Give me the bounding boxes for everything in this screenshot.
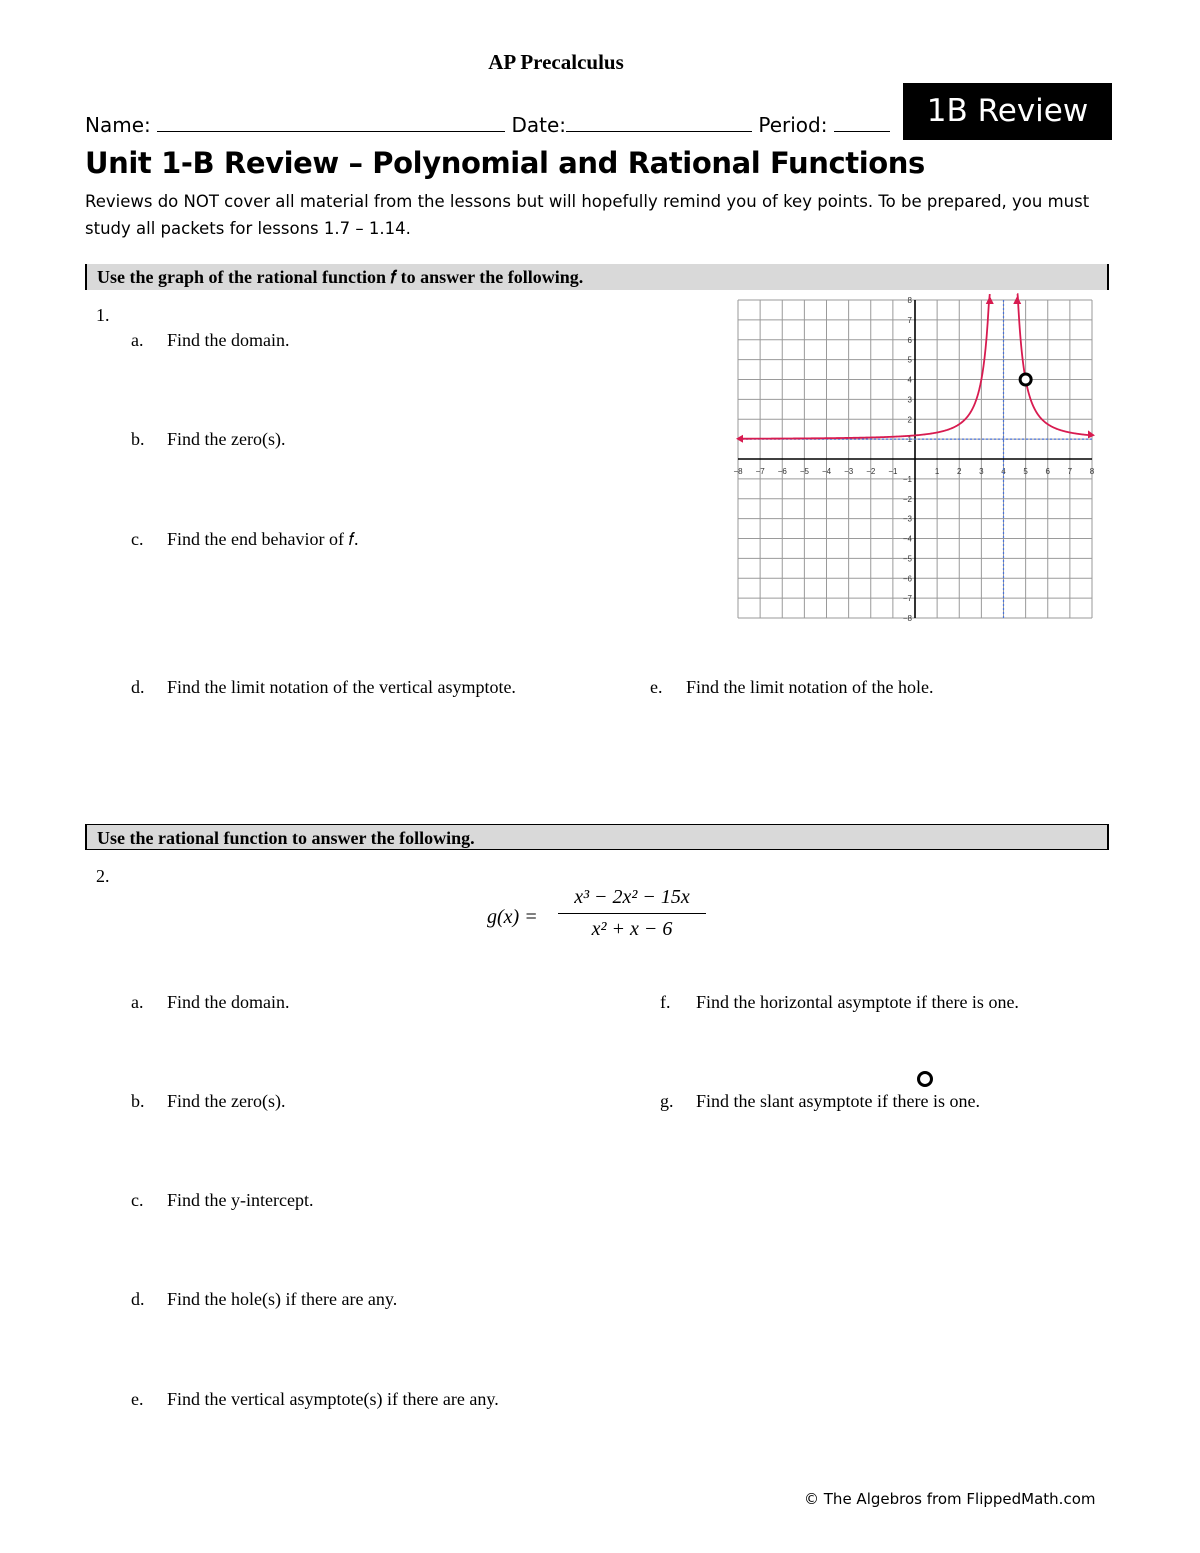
copyright-footer: © The Algebros from FlippedMath.com bbox=[804, 1490, 1096, 1508]
period-label: Period: bbox=[758, 113, 828, 137]
item-text: Find the limit notation of the hole. bbox=[686, 677, 934, 697]
y-tick-label: −4 bbox=[902, 534, 912, 544]
item-text: Find the end behavior of 𝑓. bbox=[167, 529, 359, 549]
y-tick-label: −7 bbox=[902, 594, 912, 604]
item-letter: a. bbox=[131, 992, 144, 1012]
q1-item-b bbox=[131, 429, 285, 450]
x-tick-label: −3 bbox=[844, 467, 854, 476]
y-tick-label: −3 bbox=[902, 514, 912, 524]
section2-heading: Use the rational function to answer the following. bbox=[97, 828, 475, 848]
q1-item-a bbox=[131, 330, 290, 351]
curve-left-branch bbox=[738, 294, 990, 439]
q2-item-d bbox=[131, 1289, 397, 1310]
x-tick-label: −2 bbox=[866, 467, 876, 476]
student-info-line bbox=[85, 113, 890, 137]
y-tick-label: 4 bbox=[907, 375, 912, 385]
x-tick-label: 8 bbox=[1089, 467, 1095, 476]
y-tick-label: 3 bbox=[907, 395, 912, 405]
item-text: Find the domain. bbox=[167, 992, 290, 1012]
item-letter: f. bbox=[660, 992, 671, 1012]
arrow-left-end bbox=[736, 435, 743, 443]
x-tick-label: −8 bbox=[733, 467, 743, 476]
x-tick-label: 4 bbox=[1001, 467, 1006, 476]
name-label: Name: bbox=[85, 113, 151, 137]
x-tick-label: 3 bbox=[979, 467, 984, 476]
item-text: Find the horizontal asymptote if there is one. bbox=[696, 992, 1019, 1012]
intro-text: Reviews do NOT cover all material from the lessons but will hopefully remind you of key points. To be prepared, you must study all packets for lessons 1.7 – 1.14. bbox=[85, 192, 1090, 238]
item-letter: b. bbox=[131, 1091, 145, 1111]
q2-item-g bbox=[660, 1091, 980, 1112]
item-text: Find the slant asymptote if there is one. bbox=[696, 1091, 980, 1111]
x-tick-label: 5 bbox=[1023, 467, 1028, 476]
date-blank[interactable] bbox=[566, 113, 752, 132]
y-tick-label: 7 bbox=[907, 315, 912, 325]
formula-numerator: x³ − 2x² − 15x bbox=[558, 886, 706, 914]
graph-hole bbox=[1020, 374, 1031, 385]
y-tick-label: −6 bbox=[902, 574, 912, 584]
item-text: Find the vertical asymptote(s) if there are any. bbox=[167, 1389, 499, 1409]
y-tick-label: −8 bbox=[902, 614, 912, 623]
x-tick-label: −6 bbox=[777, 467, 787, 476]
item-text: Find the domain. bbox=[167, 330, 290, 350]
curve-right-branch bbox=[1017, 294, 1092, 435]
rational-function-graph bbox=[730, 292, 1100, 626]
open-circle-mark bbox=[917, 1071, 933, 1087]
q1-item-e bbox=[650, 677, 933, 698]
section1-heading: Use the graph of the rational function 𝑓 to answer the following. bbox=[97, 267, 584, 287]
y-tick-label: 8 bbox=[907, 296, 912, 305]
item-text: Find the hole(s) if there are any. bbox=[167, 1289, 398, 1309]
x-tick-label: 2 bbox=[957, 467, 962, 476]
item-letter: d. bbox=[131, 677, 145, 697]
q2-item-f bbox=[660, 992, 1019, 1013]
q2-item-e bbox=[131, 1389, 499, 1410]
item-letter: g. bbox=[660, 1091, 674, 1111]
course-title: AP Precalculus bbox=[488, 50, 624, 74]
name-blank[interactable] bbox=[157, 113, 505, 132]
y-tick-label: 6 bbox=[907, 335, 912, 345]
item-letter: e. bbox=[650, 677, 663, 697]
period-blank[interactable] bbox=[834, 113, 890, 132]
formula-denominator: x² + x − 6 bbox=[591, 918, 673, 940]
y-tick-label: −5 bbox=[902, 554, 912, 564]
y-tick-label: 1 bbox=[907, 435, 912, 445]
x-tick-label: −4 bbox=[821, 467, 832, 476]
y-tick-label: 2 bbox=[907, 415, 912, 425]
y-tick-label: −1 bbox=[902, 474, 912, 484]
q2-item-a bbox=[131, 992, 290, 1013]
q2-item-c bbox=[131, 1190, 313, 1211]
item-letter: b. bbox=[131, 429, 145, 449]
item-letter: a. bbox=[131, 330, 144, 350]
review-badge: 1B Review bbox=[903, 83, 1112, 140]
q1-item-d bbox=[131, 677, 516, 698]
date-label: Date: bbox=[511, 113, 567, 137]
formula-fraction bbox=[558, 886, 706, 941]
x-tick-label: −1 bbox=[888, 467, 898, 476]
formula-lhs: g(x) = bbox=[487, 906, 538, 928]
section1-heading-bar bbox=[85, 264, 1109, 290]
question2-number: 2. bbox=[96, 866, 110, 886]
item-text: Find the zero(s). bbox=[167, 429, 286, 449]
item-text: Find the limit notation of the vertical asymptote. bbox=[167, 677, 516, 697]
page-title: Unit 1-B Review – Polynomial and Rational Functions bbox=[85, 146, 925, 180]
x-tick-label: −7 bbox=[755, 467, 765, 476]
y-tick-label: −2 bbox=[902, 494, 912, 504]
item-letter: c. bbox=[131, 1190, 144, 1210]
question1-number: 1. bbox=[96, 305, 110, 325]
x-tick-label: 6 bbox=[1045, 467, 1050, 476]
x-tick-label: 7 bbox=[1067, 467, 1073, 476]
y-tick-label: 5 bbox=[907, 355, 912, 365]
x-tick-label: 1 bbox=[934, 467, 940, 476]
q2-item-b bbox=[131, 1091, 285, 1112]
graph-axes bbox=[738, 300, 1092, 618]
x-tick-label: −5 bbox=[799, 467, 809, 476]
item-letter: d. bbox=[131, 1289, 145, 1309]
item-text: Find the zero(s). bbox=[167, 1091, 286, 1111]
hole-marker bbox=[1020, 374, 1031, 385]
item-letter: e. bbox=[131, 1389, 144, 1409]
q1-item-c bbox=[131, 529, 359, 550]
item-letter: c. bbox=[131, 529, 144, 549]
section2-heading-bar bbox=[85, 824, 1109, 850]
item-text: Find the y-intercept. bbox=[167, 1190, 314, 1210]
